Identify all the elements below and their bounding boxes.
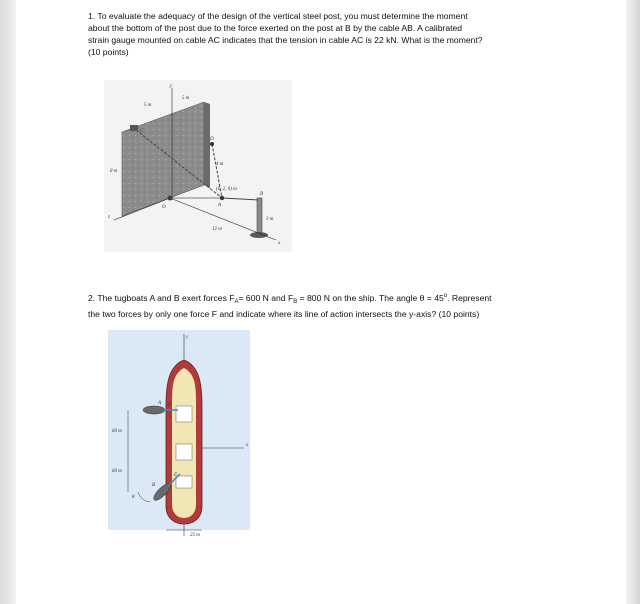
axis-x-label: x xyxy=(278,241,281,246)
label-B: B xyxy=(152,483,156,488)
subscript-A: A xyxy=(234,298,239,305)
label-A: A xyxy=(158,401,162,406)
label-FB: F xyxy=(174,473,178,478)
left-page-shadow xyxy=(0,0,16,604)
label-A: A xyxy=(218,203,222,208)
q1-line-2: about the bottom of the post due to the force exerted on the post at B by the cable AB. A calibrated xyxy=(88,23,463,33)
dim-25m: 25 m xyxy=(190,533,200,538)
q2-line-1 xyxy=(88,290,568,308)
dim-60m-top: 60 m xyxy=(112,429,122,434)
wall-side xyxy=(204,102,210,188)
dim-5m-right: 5 m xyxy=(182,96,190,101)
label-D: D xyxy=(210,137,214,142)
q2-text-b: = 600 N and F xyxy=(238,292,294,303)
q2-line-2: the two forces by only one force F and indicate where its line of action intersects the y-axis? (10 points) xyxy=(88,308,480,319)
q2-text-c: = 800 N on the ship. The angle θ = 45 xyxy=(297,292,444,303)
axis-x-label: x xyxy=(246,443,249,448)
label-B: B xyxy=(260,192,264,197)
dim-60m-bottom: 60 m xyxy=(112,469,122,474)
label-C: C xyxy=(140,129,144,134)
dim-4m: 4 m xyxy=(216,162,224,167)
axis-y-label: y xyxy=(186,335,189,340)
steel-post xyxy=(257,198,262,234)
dim-8m: 8 m xyxy=(110,169,118,174)
q2-text-d: . Represent xyxy=(447,292,492,303)
right-page-shadow xyxy=(626,0,640,604)
q1-line-1: 1. To evaluate the adequacy of the design of the vertical steel post, you must determine the moment xyxy=(88,11,468,21)
axis-z-label: z xyxy=(108,215,110,220)
label-FA: F xyxy=(168,403,172,408)
dim-5m-left: 5 m xyxy=(144,103,152,108)
q1-line-4: (10 points) xyxy=(88,47,129,57)
steel-post-figure xyxy=(104,80,292,252)
dim-12m: 12 m xyxy=(212,227,222,232)
label-theta: θ xyxy=(132,495,135,500)
dim-3m: 3 m xyxy=(266,217,274,222)
question-2-text xyxy=(88,290,568,320)
q1-line-3: strain gauge mounted on cable AC indicates that the tension in cable AC is 22 kN. What is the moment? xyxy=(88,35,483,45)
point-coords: (6, 2, 0) m xyxy=(216,187,237,192)
degree-superscript: o xyxy=(443,293,448,299)
q2-text-a: 2. The tugboats A and B exert forces F xyxy=(88,292,235,303)
document-page xyxy=(16,0,626,604)
label-O: O xyxy=(162,205,166,210)
tugboat-A xyxy=(143,406,165,414)
question-1-text xyxy=(88,10,568,58)
axis-y-label: y xyxy=(170,84,173,89)
ship-deck xyxy=(172,368,196,518)
subscript-B: B xyxy=(293,298,298,305)
tugboat-ship-figure xyxy=(104,326,254,538)
